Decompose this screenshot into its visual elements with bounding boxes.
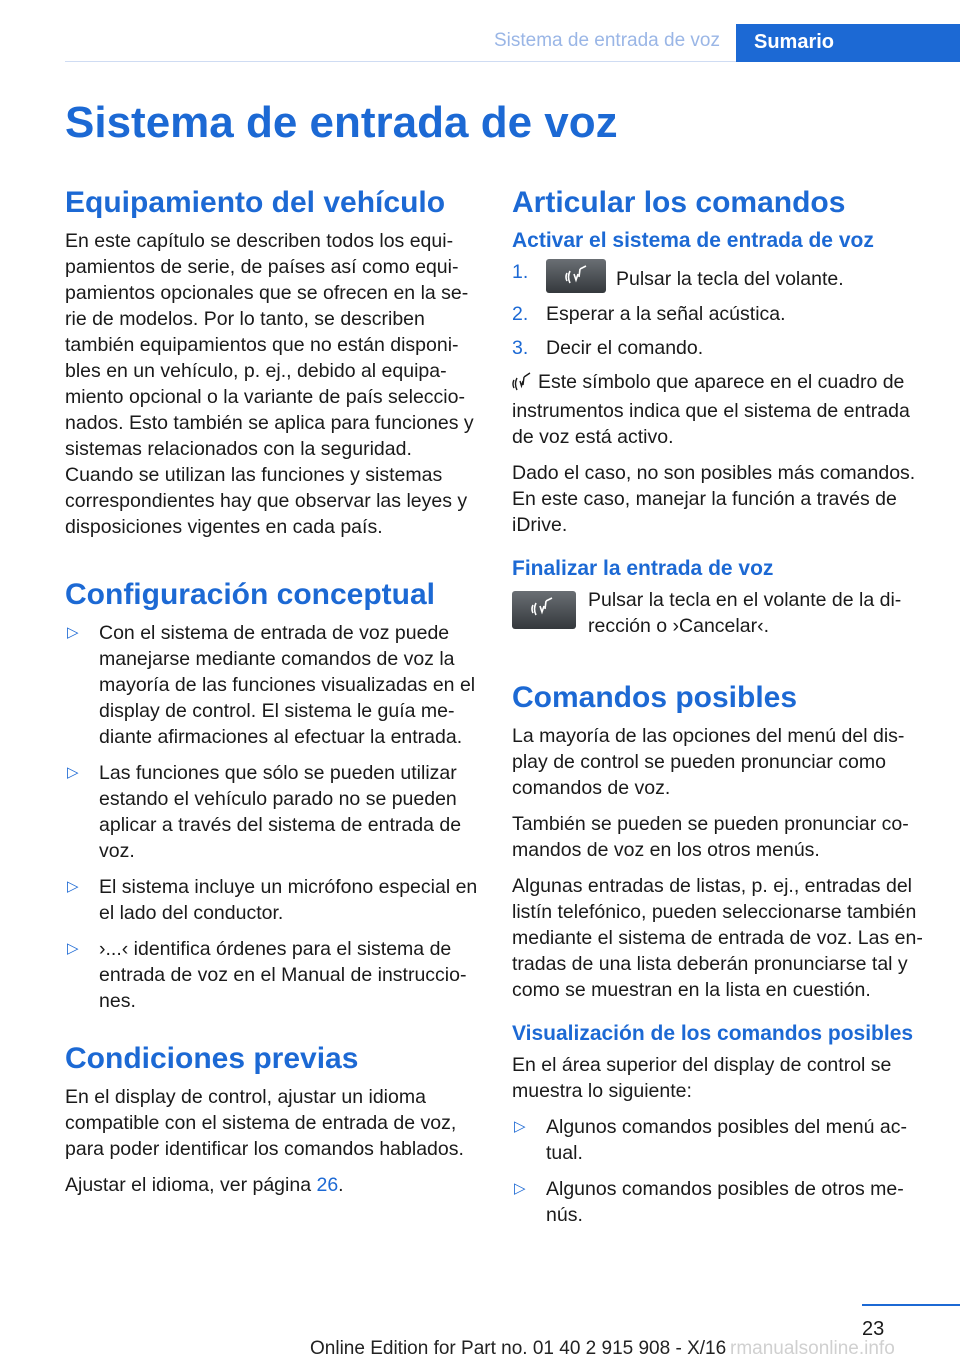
page-link[interactable]: 26: [316, 1174, 339, 1196]
header-divider: [65, 61, 736, 62]
list-item: ▷ Algunos comandos posibles de otros menús.: [514, 1178, 904, 1226]
list-item: ▷ Algunos comandos posibles del menú actual.: [514, 1116, 907, 1164]
commands-p2: También se pueden se pueden pronunciar comandos de voz en los otros menús.: [512, 813, 909, 861]
activate-heading: Activar el sistema de entrada de voz: [512, 229, 874, 252]
commands-p3: Algunas entradas de listas, p. ej., entradas del listín telefónico, pueden seleccionarse también mediante el sistema de entrada de voz. Las entradas de una lista deberán pronunciarse tal y como se muestran en la lista en cuestión.: [512, 875, 923, 1001]
display-intro: En el área superior del display de control se muestra lo siguiente:: [512, 1054, 892, 1102]
triangle-right-icon: ▷: [514, 1118, 526, 1135]
right-column: [512, 184, 930, 1238]
concept-list: [65, 620, 480, 1014]
list-item: ▷ Con el sistema de entrada de voz puede manejarse mediante comandos de voz la mayoría de las funciones visualizadas en el display de control. El sistema le guía mediante afirmaciones al efectuar la entrada.: [67, 622, 476, 748]
idrive-note: Dado el caso, no son posibles más comandos. En este caso, manejar la función a través de iDrive.: [512, 462, 916, 536]
display-heading: Visualización de los comandos posibles: [512, 1022, 914, 1045]
voice-key-icon: [512, 591, 576, 629]
finish-heading: Finalizar la entrada de voz: [512, 557, 774, 580]
language-paragraph: Ajustar el idioma, ver página 26.: [65, 1174, 344, 1196]
footer-divider: [862, 1304, 960, 1306]
watermark: rmanualsonline.info: [730, 1338, 895, 1359]
list-item: ▷ ›...‹ identifica órdenes para el sistema de entrada de voz en el Manual de instrucciones.: [67, 938, 467, 1012]
list-item: ▷ Las funciones que sólo se pueden utilizar estando el vehículo parado no se pueden aplicar a través del sistema de entrada de voz.: [67, 762, 462, 862]
equipment-heading: Equipamiento del vehículo: [65, 186, 446, 219]
symbol-paragraph: Este símbolo que aparece en el cuadro de instrumentos indica que el sistema de entrada de voz está activo.: [512, 371, 910, 448]
finish-text: Pulsar la tecla en el volante de la dirección o ›Cancelar‹.: [588, 589, 902, 637]
voice-symbol-icon: [512, 371, 532, 398]
tab-sumario[interactable]: Sumario: [736, 24, 960, 62]
breadcrumb[interactable]: Sistema de entrada de voz: [493, 30, 720, 51]
list-item: ▷ El sistema incluye un micrófono especial en el lado del conductor.: [67, 876, 478, 924]
voice-key-icon: [546, 259, 606, 293]
equipment-paragraph: En este capítulo se describen todos los equipamientos de serie, de países así como equipamientos opcionales que se ofrecen en la serie de modelos. Por lo tanto, se describen también equipamientos que no están disponibles en un vehículo, p. ej., debido al equipamiento opcional o la variante de país seleccionados. Esto también se aplica para funciones y sistemas relacionados con la seguridad. Cuando se utilizan las funciones y sistemas correspondientes hay que observar las leyes y disposiciones vigentes en cada país.: [65, 230, 474, 538]
activate-steps: [512, 259, 930, 361]
articulate-heading: Articular los comandos: [512, 186, 846, 219]
page-number: 23: [862, 1318, 885, 1340]
triangle-right-icon: ▷: [514, 1180, 526, 1197]
display-list: [512, 1114, 930, 1228]
preconditions-heading: Condiciones previas: [65, 1042, 359, 1075]
commands-p1: La mayoría de las opciones del menú del display de control se pueden pronunciar como comandos de voz.: [512, 725, 905, 799]
preconditions-paragraph: En el display de control, ajustar un idioma compatible con el sistema de entrada de voz, para poder identificar los comandos hablados.: [65, 1086, 464, 1160]
list-item: 3. Decir el comando.: [512, 337, 704, 359]
triangle-right-icon: ▷: [67, 940, 79, 957]
list-item: 1. Pulsar la tecla del volante.: [512, 259, 930, 293]
concept-heading: Configuración conceptual: [65, 578, 436, 611]
finish-row: [512, 587, 930, 639]
commands-heading: Comandos posibles: [512, 681, 798, 714]
list-item: 2. Esperar a la señal acústica.: [512, 303, 786, 325]
triangle-right-icon: ▷: [67, 764, 79, 781]
edition-note: Online Edition for Part no. 01 40 2 915 908 - X/16: [310, 1338, 727, 1359]
triangle-right-icon: ▷: [67, 624, 79, 641]
left-column: [65, 184, 480, 1208]
triangle-right-icon: ▷: [67, 878, 79, 895]
page-title: Sistema de entrada de voz: [65, 98, 618, 147]
